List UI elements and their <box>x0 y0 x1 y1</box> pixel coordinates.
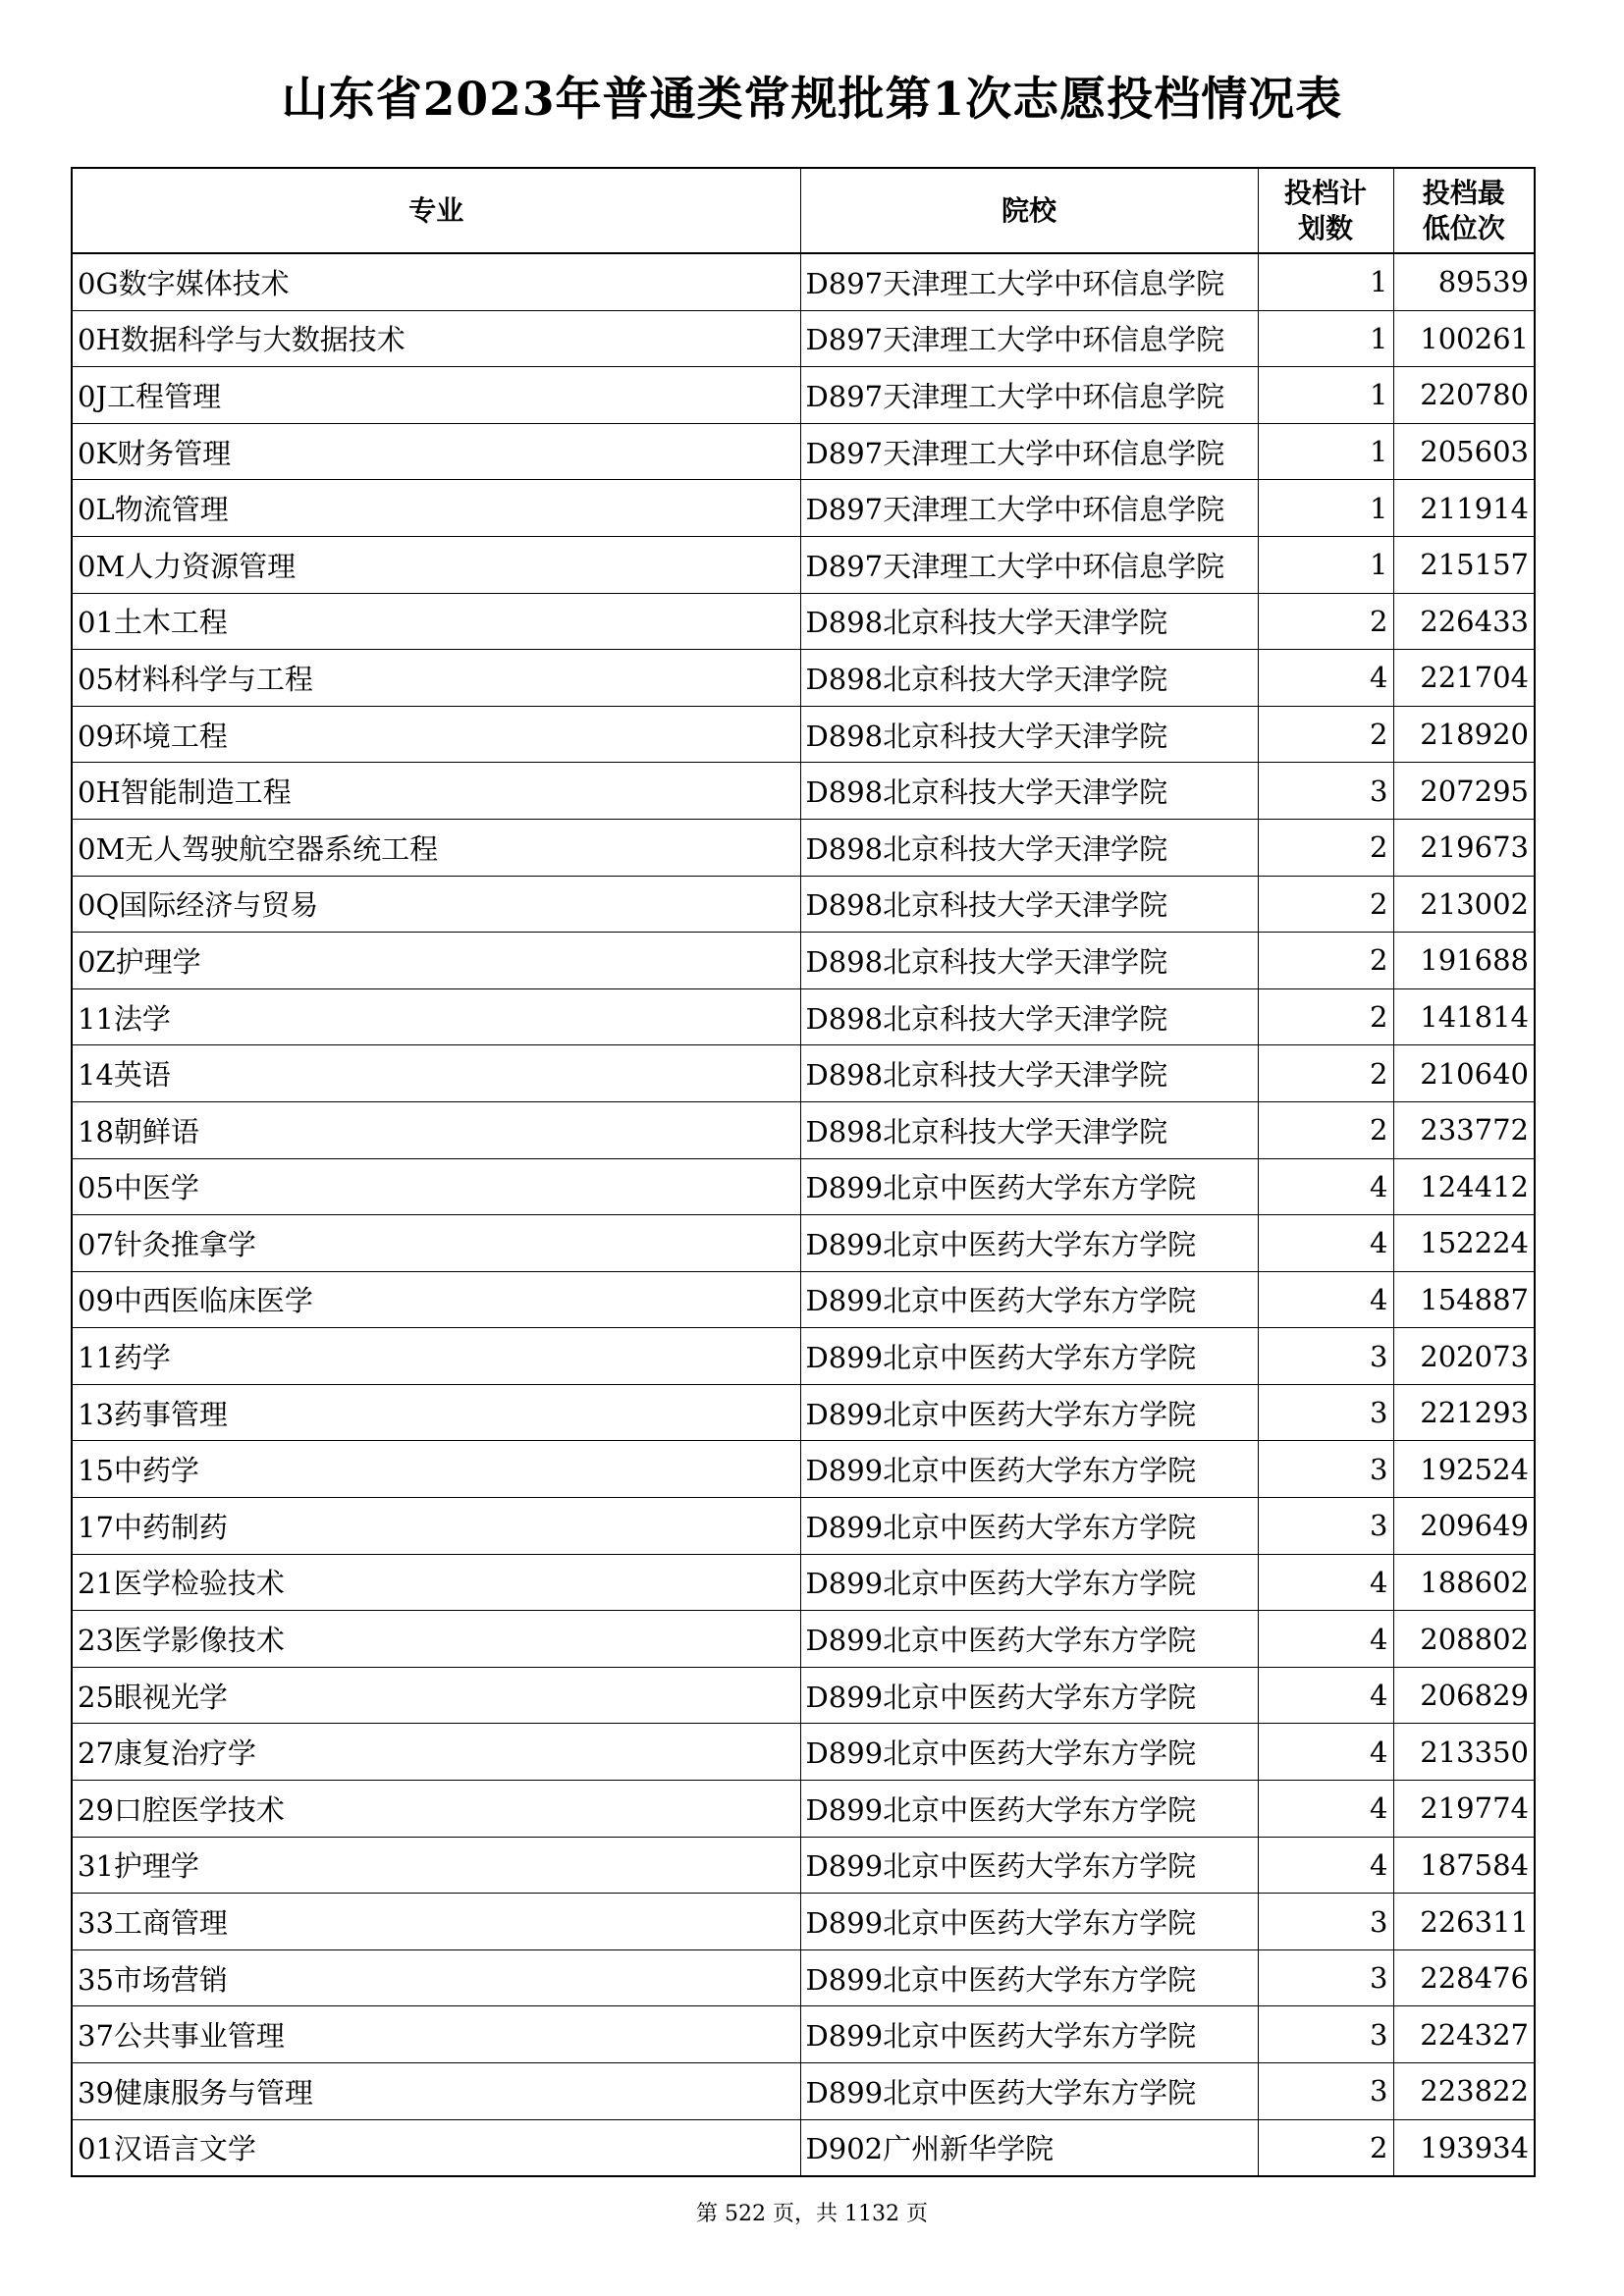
table-row <box>72 1724 1535 1781</box>
header-major: 专业 <box>72 168 800 253</box>
table-row <box>72 536 1535 593</box>
school-cell: D899北京中医药大学东方学院 <box>800 1667 1258 1724</box>
min-rank-cell: 206829 <box>1393 1667 1535 1724</box>
table-row <box>72 1611 1535 1668</box>
table-row <box>72 253 1535 310</box>
table-row <box>72 1498 1535 1555</box>
table-row <box>72 1101 1535 1158</box>
header-plan-line2: 划数 <box>1297 211 1353 244</box>
min-rank-cell: 220780 <box>1393 367 1535 424</box>
plan-count-cell: 4 <box>1258 1215 1393 1272</box>
min-rank-cell: 211914 <box>1393 480 1535 537</box>
school-cell: D902广州新华学院 <box>800 2119 1258 2176</box>
min-rank-cell: 215157 <box>1393 536 1535 593</box>
plan-count-cell: 2 <box>1258 933 1393 989</box>
major-cell: 01汉语言文学 <box>72 2119 800 2176</box>
table-header-row <box>72 168 1535 253</box>
major-cell: 33工商管理 <box>72 1894 800 1950</box>
major-cell: 09环境工程 <box>72 706 800 763</box>
school-cell: D899北京中医药大学东方学院 <box>800 1837 1258 1894</box>
plan-count-cell: 2 <box>1258 593 1393 650</box>
min-rank-cell: 209649 <box>1393 1498 1535 1555</box>
admissions-table <box>71 167 1536 2177</box>
min-rank-cell: 154887 <box>1393 1271 1535 1328</box>
min-rank-cell: 219774 <box>1393 1781 1535 1838</box>
table-row <box>72 933 1535 989</box>
plan-count-cell: 3 <box>1258 763 1393 820</box>
major-cell: 14英语 <box>72 1045 800 1102</box>
min-rank-cell: 208802 <box>1393 1611 1535 1668</box>
major-cell: 23医学影像技术 <box>72 1611 800 1668</box>
major-cell: 05材料科学与工程 <box>72 650 800 707</box>
plan-count-cell: 4 <box>1258 1271 1393 1328</box>
school-cell: D899北京中医药大学东方学院 <box>800 1498 1258 1555</box>
school-cell: D899北京中医药大学东方学院 <box>800 1554 1258 1611</box>
min-rank-cell: 187584 <box>1393 1837 1535 1894</box>
plan-count-cell: 1 <box>1258 423 1393 480</box>
min-rank-cell: 210640 <box>1393 1045 1535 1102</box>
table-body <box>72 253 1535 2176</box>
header-min-rank <box>1393 168 1535 253</box>
plan-count-cell: 3 <box>1258 1328 1393 1385</box>
table-row <box>72 1949 1535 2006</box>
plan-count-cell: 1 <box>1258 536 1393 593</box>
major-cell: 11药学 <box>72 1328 800 1385</box>
major-cell: 21医学检验技术 <box>72 1554 800 1611</box>
major-cell: 11法学 <box>72 988 800 1045</box>
school-cell: D897天津理工大学中环信息学院 <box>800 253 1258 310</box>
school-cell: D898北京科技大学天津学院 <box>800 933 1258 989</box>
plan-count-cell: 4 <box>1258 1158 1393 1215</box>
plan-count-cell: 4 <box>1258 1724 1393 1781</box>
min-rank-cell: 223822 <box>1393 2063 1535 2120</box>
plan-count-cell: 3 <box>1258 1441 1393 1498</box>
school-cell: D898北京科技大学天津学院 <box>800 763 1258 820</box>
min-rank-cell: 213350 <box>1393 1724 1535 1781</box>
plan-count-cell: 3 <box>1258 1384 1393 1441</box>
table-row <box>72 1667 1535 1724</box>
major-cell: 0Z护理学 <box>72 933 800 989</box>
school-cell: D899北京中医药大学东方学院 <box>800 1384 1258 1441</box>
table-row <box>72 1781 1535 1838</box>
header-plan <box>1258 168 1393 253</box>
page-footer <box>0 2201 1624 2228</box>
plan-count-cell: 1 <box>1258 253 1393 310</box>
plan-count-cell: 3 <box>1258 1894 1393 1950</box>
table-row <box>72 763 1535 820</box>
major-cell: 0H数据科学与大数据技术 <box>72 310 800 367</box>
min-rank-cell: 224327 <box>1393 2006 1535 2063</box>
table-row <box>72 1271 1535 1328</box>
school-cell: D897天津理工大学中环信息学院 <box>800 480 1258 537</box>
min-rank-cell: 100261 <box>1393 310 1535 367</box>
plan-count-cell: 3 <box>1258 2006 1393 2063</box>
school-cell: D899北京中医药大学东方学院 <box>800 1949 1258 2006</box>
school-cell: D897天津理工大学中环信息学院 <box>800 423 1258 480</box>
min-rank-cell: 226311 <box>1393 1894 1535 1950</box>
school-cell: D898北京科技大学天津学院 <box>800 988 1258 1045</box>
min-rank-cell: 202073 <box>1393 1328 1535 1385</box>
major-cell: 25眼视光学 <box>72 1667 800 1724</box>
major-cell: 17中药制药 <box>72 1498 800 1555</box>
school-cell: D899北京中医药大学东方学院 <box>800 1724 1258 1781</box>
plan-count-cell: 1 <box>1258 480 1393 537</box>
min-rank-cell: 228476 <box>1393 1949 1535 2006</box>
major-cell: 01土木工程 <box>72 593 800 650</box>
major-cell: 13药事管理 <box>72 1384 800 1441</box>
min-rank-cell: 193934 <box>1393 2119 1535 2176</box>
school-cell: D898北京科技大学天津学院 <box>800 1101 1258 1158</box>
min-rank-cell: 221293 <box>1393 1384 1535 1441</box>
major-cell: 0M无人驾驶航空器系统工程 <box>72 819 800 876</box>
min-rank-cell: 219673 <box>1393 819 1535 876</box>
table-row <box>72 1045 1535 1102</box>
table-row <box>72 1441 1535 1498</box>
table-row <box>72 423 1535 480</box>
table-row <box>72 2063 1535 2120</box>
school-cell: D899北京中医药大学东方学院 <box>800 1894 1258 1950</box>
school-cell: D897天津理工大学中环信息学院 <box>800 310 1258 367</box>
table-row <box>72 310 1535 367</box>
major-cell: 09中西医临床医学 <box>72 1271 800 1328</box>
major-cell: 0L物流管理 <box>72 480 800 537</box>
major-cell: 0J工程管理 <box>72 367 800 424</box>
min-rank-cell: 192524 <box>1393 1441 1535 1498</box>
school-cell: D898北京科技大学天津学院 <box>800 650 1258 707</box>
school-cell: D899北京中医药大学东方学院 <box>800 1328 1258 1385</box>
table-row <box>72 2006 1535 2063</box>
min-rank-cell: 141814 <box>1393 988 1535 1045</box>
major-cell: 0G数字媒体技术 <box>72 253 800 310</box>
min-rank-cell: 226433 <box>1393 593 1535 650</box>
school-cell: D899北京中医药大学东方学院 <box>800 1271 1258 1328</box>
plan-count-cell: 1 <box>1258 310 1393 367</box>
plan-count-cell: 2 <box>1258 1045 1393 1102</box>
plan-count-cell: 2 <box>1258 2119 1393 2176</box>
major-cell: 05中医学 <box>72 1158 800 1215</box>
min-rank-cell: 233772 <box>1393 1101 1535 1158</box>
major-cell: 18朝鲜语 <box>72 1101 800 1158</box>
plan-count-cell: 4 <box>1258 650 1393 707</box>
major-cell: 0K财务管理 <box>72 423 800 480</box>
plan-count-cell: 2 <box>1258 1101 1393 1158</box>
major-cell: 0Q国际经济与贸易 <box>72 876 800 933</box>
school-cell: D899北京中医药大学东方学院 <box>800 2063 1258 2120</box>
min-rank-cell: 207295 <box>1393 763 1535 820</box>
school-cell: D899北京中医药大学东方学院 <box>800 1158 1258 1215</box>
school-cell: D899北京中医药大学东方学院 <box>800 1215 1258 1272</box>
min-rank-cell: 191688 <box>1393 933 1535 989</box>
header-school: 院校 <box>800 168 1258 253</box>
table-row <box>72 1554 1535 1611</box>
table-row <box>72 2119 1535 2176</box>
min-rank-cell: 89539 <box>1393 253 1535 310</box>
header-plan-line1: 投档计 <box>1283 176 1367 209</box>
school-cell: D899北京中医药大学东方学院 <box>800 1781 1258 1838</box>
school-cell: D898北京科技大学天津学院 <box>800 876 1258 933</box>
major-cell: 27康复治疗学 <box>72 1724 800 1781</box>
min-rank-cell: 213002 <box>1393 876 1535 933</box>
plan-count-cell: 2 <box>1258 876 1393 933</box>
min-rank-cell: 124412 <box>1393 1158 1535 1215</box>
table-row <box>72 1894 1535 1950</box>
table-row <box>72 1215 1535 1272</box>
school-cell: D898北京科技大学天津学院 <box>800 1045 1258 1102</box>
major-cell: 35市场营销 <box>72 1949 800 2006</box>
major-cell: 29口腔医学技术 <box>72 1781 800 1838</box>
plan-count-cell: 1 <box>1258 367 1393 424</box>
table-row <box>72 480 1535 537</box>
table-row <box>72 706 1535 763</box>
page-title: 山东省2023年普通类常规批第1次志愿投档情况表 <box>281 73 1343 127</box>
school-cell: D899北京中医药大学东方学院 <box>800 1441 1258 1498</box>
min-rank-cell: 221704 <box>1393 650 1535 707</box>
table-row <box>72 593 1535 650</box>
table-row <box>72 988 1535 1045</box>
plan-count-cell: 4 <box>1258 1837 1393 1894</box>
min-rank-cell: 205603 <box>1393 423 1535 480</box>
major-cell: 37公共事业管理 <box>72 2006 800 2063</box>
major-cell: 0M人力资源管理 <box>72 536 800 593</box>
table-row <box>72 819 1535 876</box>
school-cell: D898北京科技大学天津学院 <box>800 819 1258 876</box>
table-row <box>72 1158 1535 1215</box>
table-row <box>72 1384 1535 1441</box>
table-row <box>72 1328 1535 1385</box>
table-row <box>72 367 1535 424</box>
plan-count-cell: 4 <box>1258 1611 1393 1668</box>
plan-count-cell: 2 <box>1258 988 1393 1045</box>
school-cell: D897天津理工大学中环信息学院 <box>800 536 1258 593</box>
header-rank-line2: 低位次 <box>1422 211 1505 244</box>
plan-count-cell: 4 <box>1258 1554 1393 1611</box>
plan-count-cell: 2 <box>1258 706 1393 763</box>
plan-count-cell: 2 <box>1258 819 1393 876</box>
major-cell: 39健康服务与管理 <box>72 2063 800 2120</box>
plan-count-cell: 3 <box>1258 1498 1393 1555</box>
school-cell: D898北京科技大学天津学院 <box>800 706 1258 763</box>
major-cell: 0H智能制造工程 <box>72 763 800 820</box>
table-row <box>72 1837 1535 1894</box>
min-rank-cell: 218920 <box>1393 706 1535 763</box>
plan-count-cell: 4 <box>1258 1667 1393 1724</box>
plan-count-cell: 3 <box>1258 1949 1393 2006</box>
major-cell: 07针灸推拿学 <box>72 1215 800 1272</box>
major-cell: 15中药学 <box>72 1441 800 1498</box>
header-rank-line1: 投档最 <box>1422 176 1505 209</box>
school-cell: D898北京科技大学天津学院 <box>800 593 1258 650</box>
min-rank-cell: 152224 <box>1393 1215 1535 1272</box>
plan-count-cell: 4 <box>1258 1781 1393 1838</box>
page-number-text: 第 522 页，共 1132 页 <box>696 2202 928 2226</box>
major-cell: 31护理学 <box>72 1837 800 1894</box>
school-cell: D897天津理工大学中环信息学院 <box>800 367 1258 424</box>
school-cell: D899北京中医药大学东方学院 <box>800 1611 1258 1668</box>
school-cell: D899北京中医药大学东方学院 <box>800 2006 1258 2063</box>
plan-count-cell: 3 <box>1258 2063 1393 2120</box>
min-rank-cell: 188602 <box>1393 1554 1535 1611</box>
table-row <box>72 876 1535 933</box>
table-row <box>72 650 1535 707</box>
